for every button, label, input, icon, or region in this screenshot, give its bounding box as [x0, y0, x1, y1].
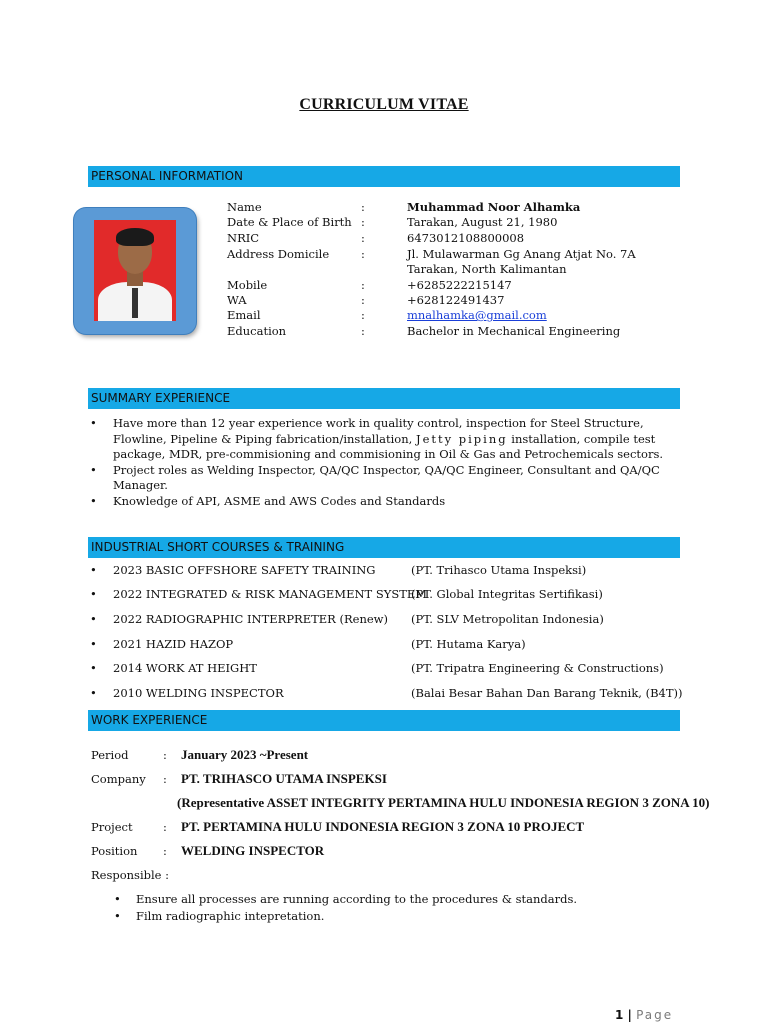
label-name: Name	[227, 200, 262, 214]
label-wa: WA	[227, 293, 247, 307]
course-org: (PT. Tripatra Engineering & Constructions)	[411, 661, 664, 675]
value-birth: Tarakan, August 21, 1980	[407, 215, 558, 229]
course-org: (PT. Trihasco Utama Inspeksi)	[411, 563, 587, 577]
bullet: •	[90, 637, 97, 651]
bullet: •	[90, 612, 97, 626]
period-value: January 2023 ~Present	[181, 747, 309, 762]
summary-list	[88, 416, 678, 509]
responsible-label: Responsible :	[91, 868, 170, 882]
colon: :	[163, 820, 167, 834]
colon: :	[361, 308, 365, 322]
colon: :	[163, 748, 167, 762]
summary-text: Project roles as Welding Inspector, QA/QC Inspector, QA/QC Engineer, Consultant and QA/QC	[113, 462, 660, 477]
page-number: 1	[615, 1008, 624, 1022]
label-nric: NRIC	[227, 231, 260, 245]
colon: :	[361, 293, 365, 307]
section-header-personal: PERSONAL INFORMATION	[88, 166, 680, 187]
section-header-work: WORK EXPERIENCE	[88, 710, 680, 731]
colon: :	[163, 772, 167, 786]
course-name: 2014 WORK AT HEIGHT	[113, 661, 257, 675]
project-label: Project	[91, 820, 133, 834]
list-item	[88, 463, 678, 494]
section-header-courses: INDUSTRIAL SHORT COURSES & TRAINING	[88, 537, 680, 558]
value-name: Muhammad Noor Alhamka	[407, 200, 581, 214]
label-address: Address Domicile	[227, 247, 330, 261]
bullet: •	[90, 587, 97, 601]
course-org: (PT. Hutama Karya)	[411, 637, 526, 651]
bullet: •	[90, 462, 97, 477]
page-footer	[615, 1008, 673, 1022]
company-label: Company	[91, 772, 146, 786]
value-address-line1: Jl. Mulawarman Gg Anang Atjat No. 7A	[407, 247, 636, 261]
bullet: •	[90, 416, 97, 430]
label-email: Email	[227, 308, 261, 322]
company-note: (Representative ASSET INTEGRITY PERTAMINA HULU INDONESIA REGION 3 ZONA 10)	[177, 795, 710, 810]
period-label: Period	[91, 748, 129, 762]
course-name: 2021 HAZID HAZOP	[113, 637, 234, 651]
list-item	[88, 416, 678, 463]
section-header-summary: SUMMARY EXPERIENCE	[88, 388, 680, 409]
value-education: Bachelor in Mechanical Engineering	[407, 324, 621, 338]
bullet: •	[90, 661, 97, 675]
bullet: •	[90, 493, 97, 508]
summary-text: Manager.	[113, 478, 168, 492]
summary-text: package, MDR, pre-commisioning and commisioning in Oil & Gas and Petrochemicals sectors.	[113, 447, 664, 461]
label-birth: Date & Place of Birth	[227, 215, 352, 229]
course-name: 2022 RADIOGRAPHIC INTERPRETER (Renew)	[113, 612, 388, 626]
bullet: •	[90, 563, 97, 577]
value-address-line2: Tarakan, North Kalimantan	[407, 262, 567, 276]
photo-portrait	[94, 220, 176, 321]
value-mobile: +6285222215147	[407, 278, 512, 292]
email-link[interactable]: mnalhamka@gmail.com	[407, 308, 547, 322]
colon: :	[361, 231, 365, 245]
value-nric: 6473012108800008	[407, 231, 525, 245]
summary-text: Knowledge of API, ASME and AWS Codes and Standards	[113, 493, 446, 508]
label-education: Education	[227, 324, 287, 338]
list-item	[88, 494, 678, 510]
page-separator: |	[623, 1008, 637, 1022]
colon: :	[361, 200, 365, 214]
document-title: CURRICULUM VITAE	[299, 96, 469, 113]
position-label: Position	[91, 844, 138, 858]
page-label: Page	[636, 1008, 674, 1022]
profile-photo	[74, 208, 196, 334]
course-name: 2022 INTEGRATED & RISK MANAGEMENT SYSTEM	[113, 587, 428, 601]
position-value: WELDING INSPECTOR	[181, 843, 325, 858]
label-mobile: Mobile	[227, 278, 268, 292]
summary-text: Flowline, Pipeline & Piping fabrication/installation, Jetty piping installation, compile test	[113, 431, 656, 446]
responsibility-item: Ensure all processes are running according to the procedures & standards.	[136, 892, 578, 906]
project-value: PT. PERTAMINA HULU INDONESIA REGION 3 ZONA 10 PROJECT	[181, 819, 585, 834]
colon: :	[361, 247, 365, 261]
bullet: •	[114, 909, 121, 923]
course-org: (Balai Besar Bahan Dan Barang Teknik, (B4T))	[411, 686, 683, 700]
course-name: 2023 BASIC OFFSHORE SAFETY TRAINING	[113, 563, 376, 577]
responsibility-item: Film radiographic intepretation.	[136, 909, 325, 923]
value-wa: +628122491437	[407, 293, 505, 307]
colon: :	[361, 278, 365, 292]
bullet: •	[90, 686, 97, 700]
summary-text: Have more than 12 year experience work in quality control, inspection for Steel Structure,	[113, 416, 644, 430]
colon: :	[163, 844, 167, 858]
bullet: •	[114, 892, 121, 906]
course-org: (PT. SLV Metropolitan Indonesia)	[411, 612, 604, 626]
course-org: (PT. Global Integritas Sertifikasi)	[411, 587, 603, 601]
colon: :	[361, 324, 365, 338]
colon: :	[361, 215, 365, 229]
course-name: 2010 WELDING INSPECTOR	[113, 686, 284, 700]
company-value: PT. TRIHASCO UTAMA INSPEKSI	[181, 771, 387, 786]
